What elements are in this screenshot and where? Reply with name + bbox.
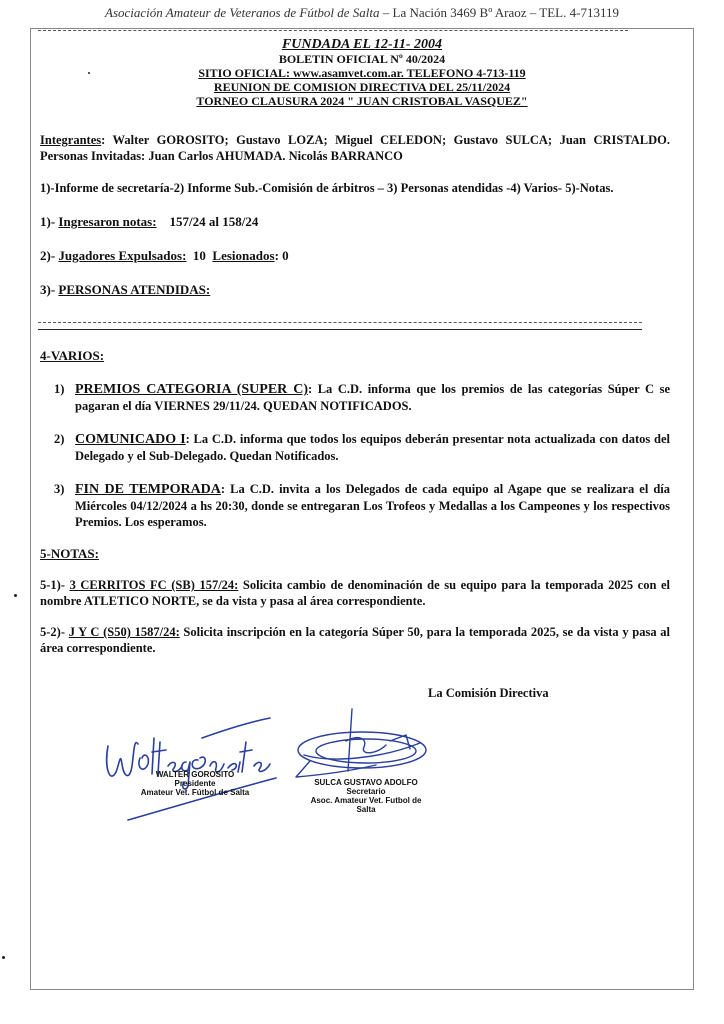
sign-off: La Comisión Directiva xyxy=(428,686,549,700)
section-1-label: Ingresaron notas: xyxy=(58,214,157,229)
nota-5-2-ref: J Y C (S50) 1587/24: xyxy=(68,625,180,639)
varios-item-1-num: 1) xyxy=(54,382,65,396)
scan-speck xyxy=(2,956,5,959)
nota-5-2-text: Solicita inscripción en la categoría Súper 50, para la temporada 2025, se da vista y pasa al área correspondiente. xyxy=(40,625,670,655)
nota-5-1-text: Solicita cambio de denominación de su equipo para la temporada 2025 con el nombre ATLETICO NORTE, se da vista y pasa al área correspondiente. xyxy=(40,578,670,608)
president-role: Presidente xyxy=(174,779,216,788)
members-label: Integrantes xyxy=(40,133,102,147)
secretary-role: Secretario xyxy=(346,787,386,796)
varios-item-2-num: 2) xyxy=(54,432,65,446)
letterhead-org: Asociación Amateur de Veteranos de Fútbol de Salta xyxy=(105,5,380,20)
injured-label: Lesionados xyxy=(212,248,275,263)
nota-5-1-prefix: 5-1)- xyxy=(40,578,70,592)
president-org: Amateur Vet. Fútbol de Salta xyxy=(140,788,250,797)
section-3 xyxy=(40,282,670,298)
section-1-prefix: 1)- xyxy=(40,214,59,229)
nota-5-2-prefix: 5-2)- xyxy=(40,625,69,639)
attended-divider xyxy=(38,322,642,323)
scan-speck xyxy=(88,72,90,74)
attended-label: PERSONAS ATENDIDAS: xyxy=(58,282,211,297)
varios-title: 4-VARIOS: xyxy=(40,348,105,363)
tournament-name: TORNEO CLAUSURA 2024 " JUAN CRISTOBAL VASQUEZ" xyxy=(196,94,528,108)
notas-title: 5-NOTAS: xyxy=(40,546,99,561)
letterhead xyxy=(0,5,724,21)
agenda: 1)-Informe de secretaría-2) Informe Sub.-Comisión de árbitros – 3) Personas atendidas -4) Varios- 5)-Notas. xyxy=(40,181,614,195)
section-1-value: 157/24 al 158/24 xyxy=(169,214,259,229)
nota-5-2 xyxy=(40,624,670,656)
president-signature-block xyxy=(140,770,250,797)
varios-item-1 xyxy=(54,381,670,414)
section-2 xyxy=(40,248,670,264)
nota-5-1-ref: 3 CERRITOS FC (SB) 157/24: xyxy=(69,578,239,592)
varios-item-3-text: : La C.D. invita a los Delegados de cada equipo al Agape que se realizara el día Miércoles 04/12/2024 a hs 20:30, donde se entregaran Los Trofeos y Medallas a los Campeones y los respectivos Premios. Los esperamos. xyxy=(75,482,670,529)
president-name: WALTER GOROSITO xyxy=(155,770,235,779)
varios-item-2 xyxy=(54,431,670,464)
section-1 xyxy=(40,214,670,230)
varios-item-3-head: FIN DE TEMPORADA xyxy=(75,482,221,497)
expelled-label: Jugadores Expulsados: xyxy=(58,248,187,263)
letterhead-address: – La Nación 3469 Bº Araoz – TEL. 4-713119 xyxy=(382,5,619,20)
section-3-prefix: 3)- xyxy=(40,282,59,297)
bulletin-heading xyxy=(0,38,724,108)
nota-5-1 xyxy=(40,577,670,609)
official-site: SITIO OFICIAL: www.asamvet.com.ar. TELEFONO 4-713-119 xyxy=(198,66,526,80)
varios-item-2-text: : La C.D. informa que todos los equipos deberán presentar nota actualizada con datos del Delegado y el Sub-Delegado. Quedan Notificados. xyxy=(75,432,670,463)
secretary-signature-block xyxy=(300,778,432,814)
secretary-org: Asoc. Amateur Vet. Futbol de Salta xyxy=(310,796,422,814)
expelled-value: 10 xyxy=(192,248,206,263)
secretary-name: SULCA GUSTAVO ADOLFO xyxy=(314,778,418,787)
bulletin-number: BOLETIN OFICIAL Nº 40/2024 xyxy=(278,52,446,66)
meeting-date: REUNION DE COMISION DIRECTIVA DEL 25/11/2024 xyxy=(213,80,511,94)
header-divider xyxy=(38,30,628,31)
president-signature xyxy=(100,708,290,828)
varios-item-3-num: 3) xyxy=(54,482,65,496)
varios-item-3 xyxy=(54,481,670,530)
attended-underline xyxy=(38,329,642,330)
members-paragraph xyxy=(40,132,670,164)
varios-item-2-head: COMUNICADO I xyxy=(75,432,186,447)
varios-item-1-head: PREMIOS CATEGORIA (SUPER C) xyxy=(75,382,308,397)
injured-value: : 0 xyxy=(274,248,289,263)
scan-speck xyxy=(14,594,17,597)
members-text: : Walter GOROSITO; Gustavo LOZA; Miguel CELEDON; Gustavo SULCA; Juan CRISTALDO. Personas Invitadas: Juan Carlos AHUMADA. Nicolás BARRANCO xyxy=(40,133,670,163)
section-2-prefix: 2)- xyxy=(40,248,59,263)
varios-item-1-text: : La C.D. informa que los premios de las categorías Súper C se pagaran el día VIERNES 29/11/24. QUEDAN NOTIFICADOS. xyxy=(75,382,670,413)
founded-date: FUNDADA EL 12-11- 2004 xyxy=(281,37,443,52)
